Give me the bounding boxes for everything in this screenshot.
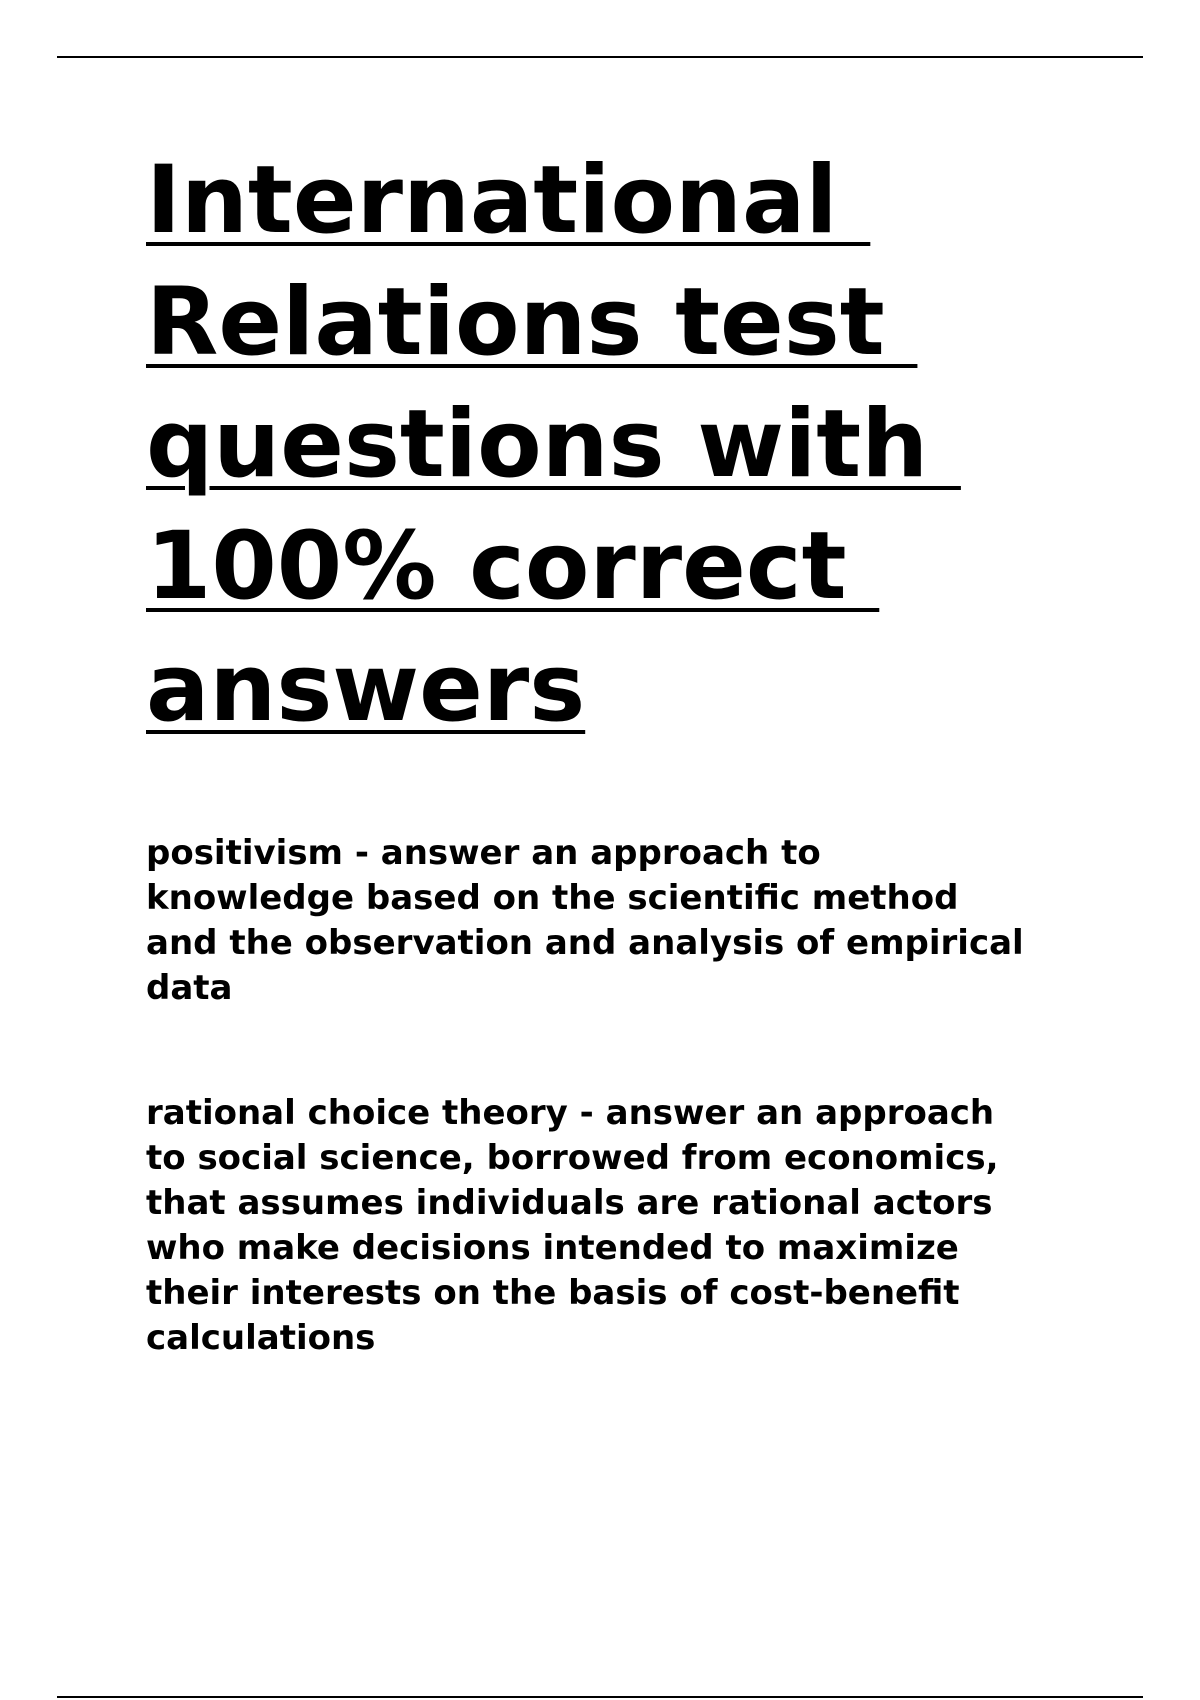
title-line: International (146, 146, 871, 255)
header-rule (57, 56, 1143, 58)
title-line: Relations test (146, 268, 918, 377)
footer-rule (57, 1696, 1143, 1698)
title-line: 100% correct (146, 512, 880, 621)
title-line: answers (146, 634, 586, 743)
document-title (146, 140, 961, 750)
qa-entry-positivism: positivism - answer an approach to knowledge based on the scientific method and the observation and analysis of empirical data (146, 833, 1024, 1008)
title-line: questions with (146, 390, 961, 499)
qa-entry-rational-choice-theory: rational choice theory - answer an approach to social science, borrowed from economics, that assumes individuals are rational actors who make decisions intended to maximize their interests on the basis of cost-benefit calculations (146, 1093, 999, 1358)
